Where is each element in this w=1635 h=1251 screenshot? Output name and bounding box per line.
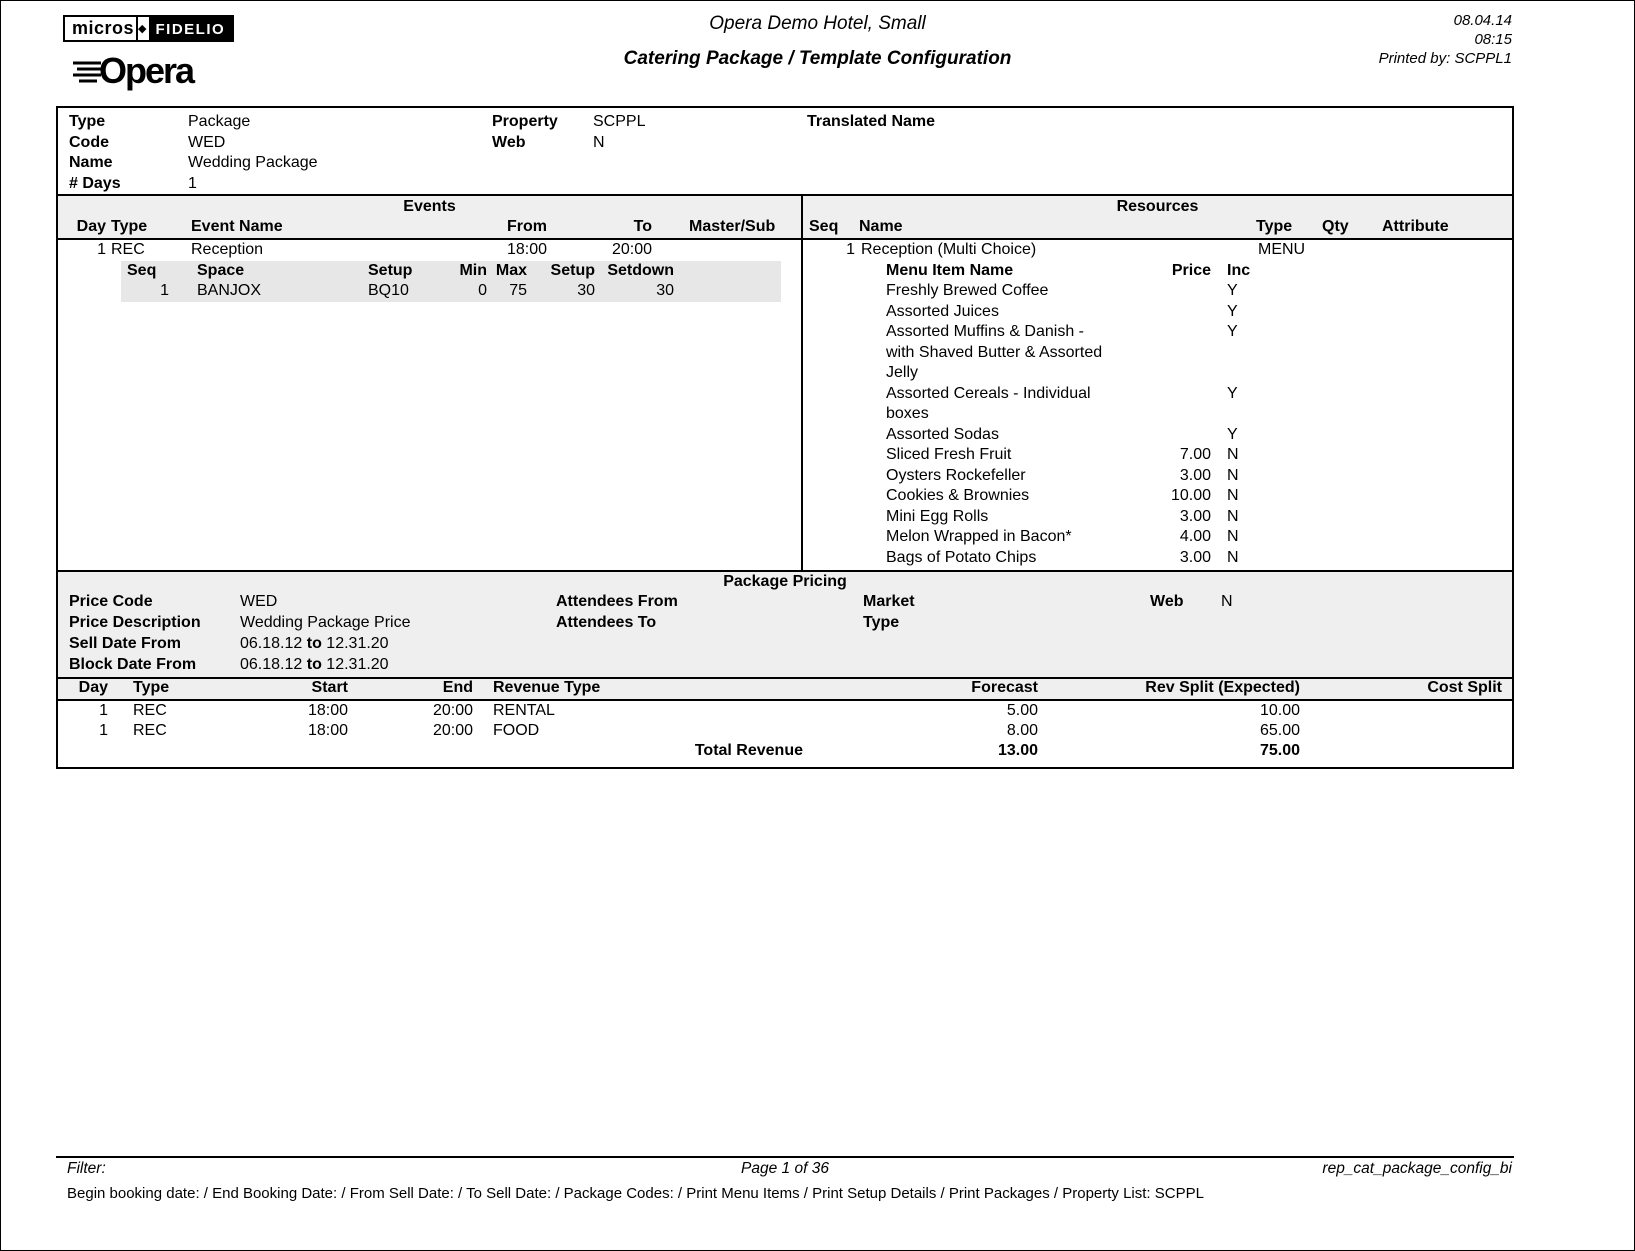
hotel-name: Opera Demo Hotel, Small <box>709 13 926 34</box>
opera-logo-text: Opera <box>99 50 194 91</box>
events-rows <box>58 240 801 302</box>
total-forecast: 13.00 <box>997 742 1038 759</box>
col-day: Day <box>76 218 106 235</box>
col-cost-split: Cost Split <box>1427 679 1502 696</box>
event-space-table <box>121 261 781 302</box>
fidelio-logo-text: FIDELIO <box>149 15 235 42</box>
menu-item-row: Assorted Juices Y <box>886 302 1238 320</box>
col-setup-min: Setup <box>550 261 595 279</box>
menu-item-row: Mini Egg Rolls 3.00 N <box>886 507 1239 525</box>
total-revenue-label: Total Revenue <box>694 742 803 759</box>
menu-item-row: Oysters Rockefeller 3.00 N <box>886 466 1239 484</box>
type-label: Type <box>69 113 106 130</box>
print-date: 08.04.14 <box>1453 12 1512 29</box>
events-resources-section <box>58 194 1512 570</box>
revenue-total-row <box>58 741 1512 761</box>
col-end: End <box>442 679 473 696</box>
resources-rows <box>803 240 1512 568</box>
pricing-web-label: Web <box>1150 593 1184 610</box>
block-date-range: 06.18.12 to 12.31.20 <box>240 656 389 673</box>
price-description-value: Wedding Package Price <box>240 614 411 631</box>
menu-item-row: Assorted Cereals - Individual boxes Y <box>886 384 1238 422</box>
property-label: Property <box>492 113 558 130</box>
days-label: # Days <box>69 174 121 192</box>
property-value: SCPPL <box>593 113 646 130</box>
web-label: Web <box>492 133 526 151</box>
col-inc: Inc <box>1227 261 1251 279</box>
col-revenue-type: Revenue Type <box>493 679 601 696</box>
name-value: Wedding Package <box>188 154 318 171</box>
opera-logo <box>71 50 234 92</box>
micros-logo-text: micros <box>63 15 138 42</box>
menu-item-row: Bags of Potato Chips 3.00 N <box>886 548 1239 566</box>
menu-item-row: Assorted Sodas Y <box>886 425 1238 443</box>
col-seq: Seq <box>127 261 157 279</box>
col-rev-split: Rev Split (Expected) <box>1145 679 1300 696</box>
price-code-value: WED <box>240 593 278 610</box>
code-value: WED <box>188 133 226 151</box>
events-section <box>58 196 803 570</box>
col-type: Type <box>133 679 170 696</box>
title-block <box>624 13 1012 70</box>
days-value: 1 <box>188 174 197 192</box>
col-forecast: Forecast <box>971 679 1038 696</box>
menu-item-row: Melon Wrapped in Bacon* 4.00 N <box>886 528 1239 545</box>
menu-item-row: Assorted Muffins & Danish - with Shaved Butter & Assorted Jelly Y <box>886 323 1238 381</box>
menu-item-row: Freshly Brewed Coffee Y <box>886 282 1238 299</box>
col-type: Type <box>111 218 148 235</box>
col-qty: Qty <box>1322 218 1349 235</box>
market-label: Market <box>863 593 915 610</box>
revenue-column-headers <box>58 679 1512 701</box>
micros-fidelio-logo <box>63 15 234 42</box>
pricing-web-value: N <box>1221 593 1233 610</box>
col-master-sub: Master/Sub <box>689 218 776 235</box>
event-row: 1 REC Reception 18:00 20:00 <box>97 241 652 258</box>
printed-by: Printed by: SCPPL1 <box>1378 50 1512 67</box>
revenue-row: 1 REC 18:00 20:00 FOOD 8.00 65.00 <box>99 722 1300 739</box>
col-setdown: Setdown <box>607 261 674 279</box>
package-pricing-grid <box>58 593 1512 677</box>
space-column-headers <box>121 261 781 282</box>
col-price: Price <box>1171 261 1211 279</box>
revenue-row: 1 REC 18:00 20:00 RENTAL 5.00 10.00 <box>99 702 1300 719</box>
resources-section <box>803 196 1512 570</box>
col-day: Day <box>78 679 108 696</box>
col-menu-item-name: Menu Item Name <box>886 261 1014 279</box>
resources-title: Resources <box>803 196 1512 218</box>
footer-divider <box>56 1156 1514 1158</box>
market-type-label: Type <box>863 614 900 631</box>
col-from: From <box>507 218 547 235</box>
price-description-label: Price Description <box>69 614 201 631</box>
print-info <box>1379 11 1512 68</box>
web-value: N <box>593 133 605 151</box>
menu-column-headers <box>805 261 1512 282</box>
total-rev-split: 75.00 <box>1259 742 1300 759</box>
sell-date-range: 06.18.12 to 12.31.20 <box>240 635 389 652</box>
col-type: Type <box>1256 218 1293 235</box>
attendees-to-label: Attendees To <box>556 614 657 631</box>
block-date-from-label: Block Date From <box>69 656 197 673</box>
attendees-from-label: Attendees From <box>556 593 678 610</box>
resource-row: 1 Reception (Multi Choice) MENU <box>846 241 1306 258</box>
resources-column-headers <box>803 218 1512 240</box>
menu-item-row: Cookies & Brownies 10.00 N <box>886 487 1239 504</box>
events-column-headers <box>58 218 801 240</box>
report-id: rep_cat_package_config_bi <box>1322 1160 1512 1177</box>
report-body <box>56 106 1514 769</box>
print-time: 08:15 <box>1474 31 1512 48</box>
translated-name-label: Translated Name <box>807 113 936 130</box>
col-setup: Setup <box>368 261 413 279</box>
menu-item-row: Sliced Fresh Fruit 7.00 N <box>886 446 1239 463</box>
package-pricing-section <box>58 570 1512 677</box>
page-indicator: Page 1 of 36 <box>741 1160 829 1177</box>
report-title: Catering Package / Template Configuration <box>623 48 1012 69</box>
col-event-name: Event Name <box>191 218 283 235</box>
col-attribute: Attribute <box>1382 218 1449 235</box>
col-to: To <box>633 218 652 235</box>
package-info-section <box>58 108 1512 194</box>
code-label: Code <box>69 133 109 151</box>
col-max: Max <box>495 261 527 279</box>
revenue-section <box>58 677 1512 767</box>
name-label: Name <box>69 154 113 171</box>
events-title: Events <box>58 196 801 218</box>
col-min: Min <box>459 261 487 279</box>
footer-parameters: Begin booking date: / End Booking Date: / From Sell Date: / To Sell Date: / Package Codes: / Print Menu Items / Print Setup Details / Print Packages / Property List: SCPPL <box>67 1185 1204 1202</box>
col-seq: Seq <box>809 218 839 235</box>
package-pricing-title: Package Pricing <box>723 573 847 590</box>
space-row: 1 BANJOX BQ10 0 75 30 30 <box>160 282 674 299</box>
col-name: Name <box>859 218 903 235</box>
filter-label: Filter: <box>67 1160 106 1177</box>
sell-date-from-label: Sell Date From <box>69 635 182 652</box>
logo-block <box>63 15 234 92</box>
col-space: Space <box>197 261 245 279</box>
col-start: Start <box>311 679 348 696</box>
price-code-label: Price Code <box>69 593 153 610</box>
type-value: Package <box>188 113 251 130</box>
diamond-icon: ◆ <box>138 15 148 42</box>
